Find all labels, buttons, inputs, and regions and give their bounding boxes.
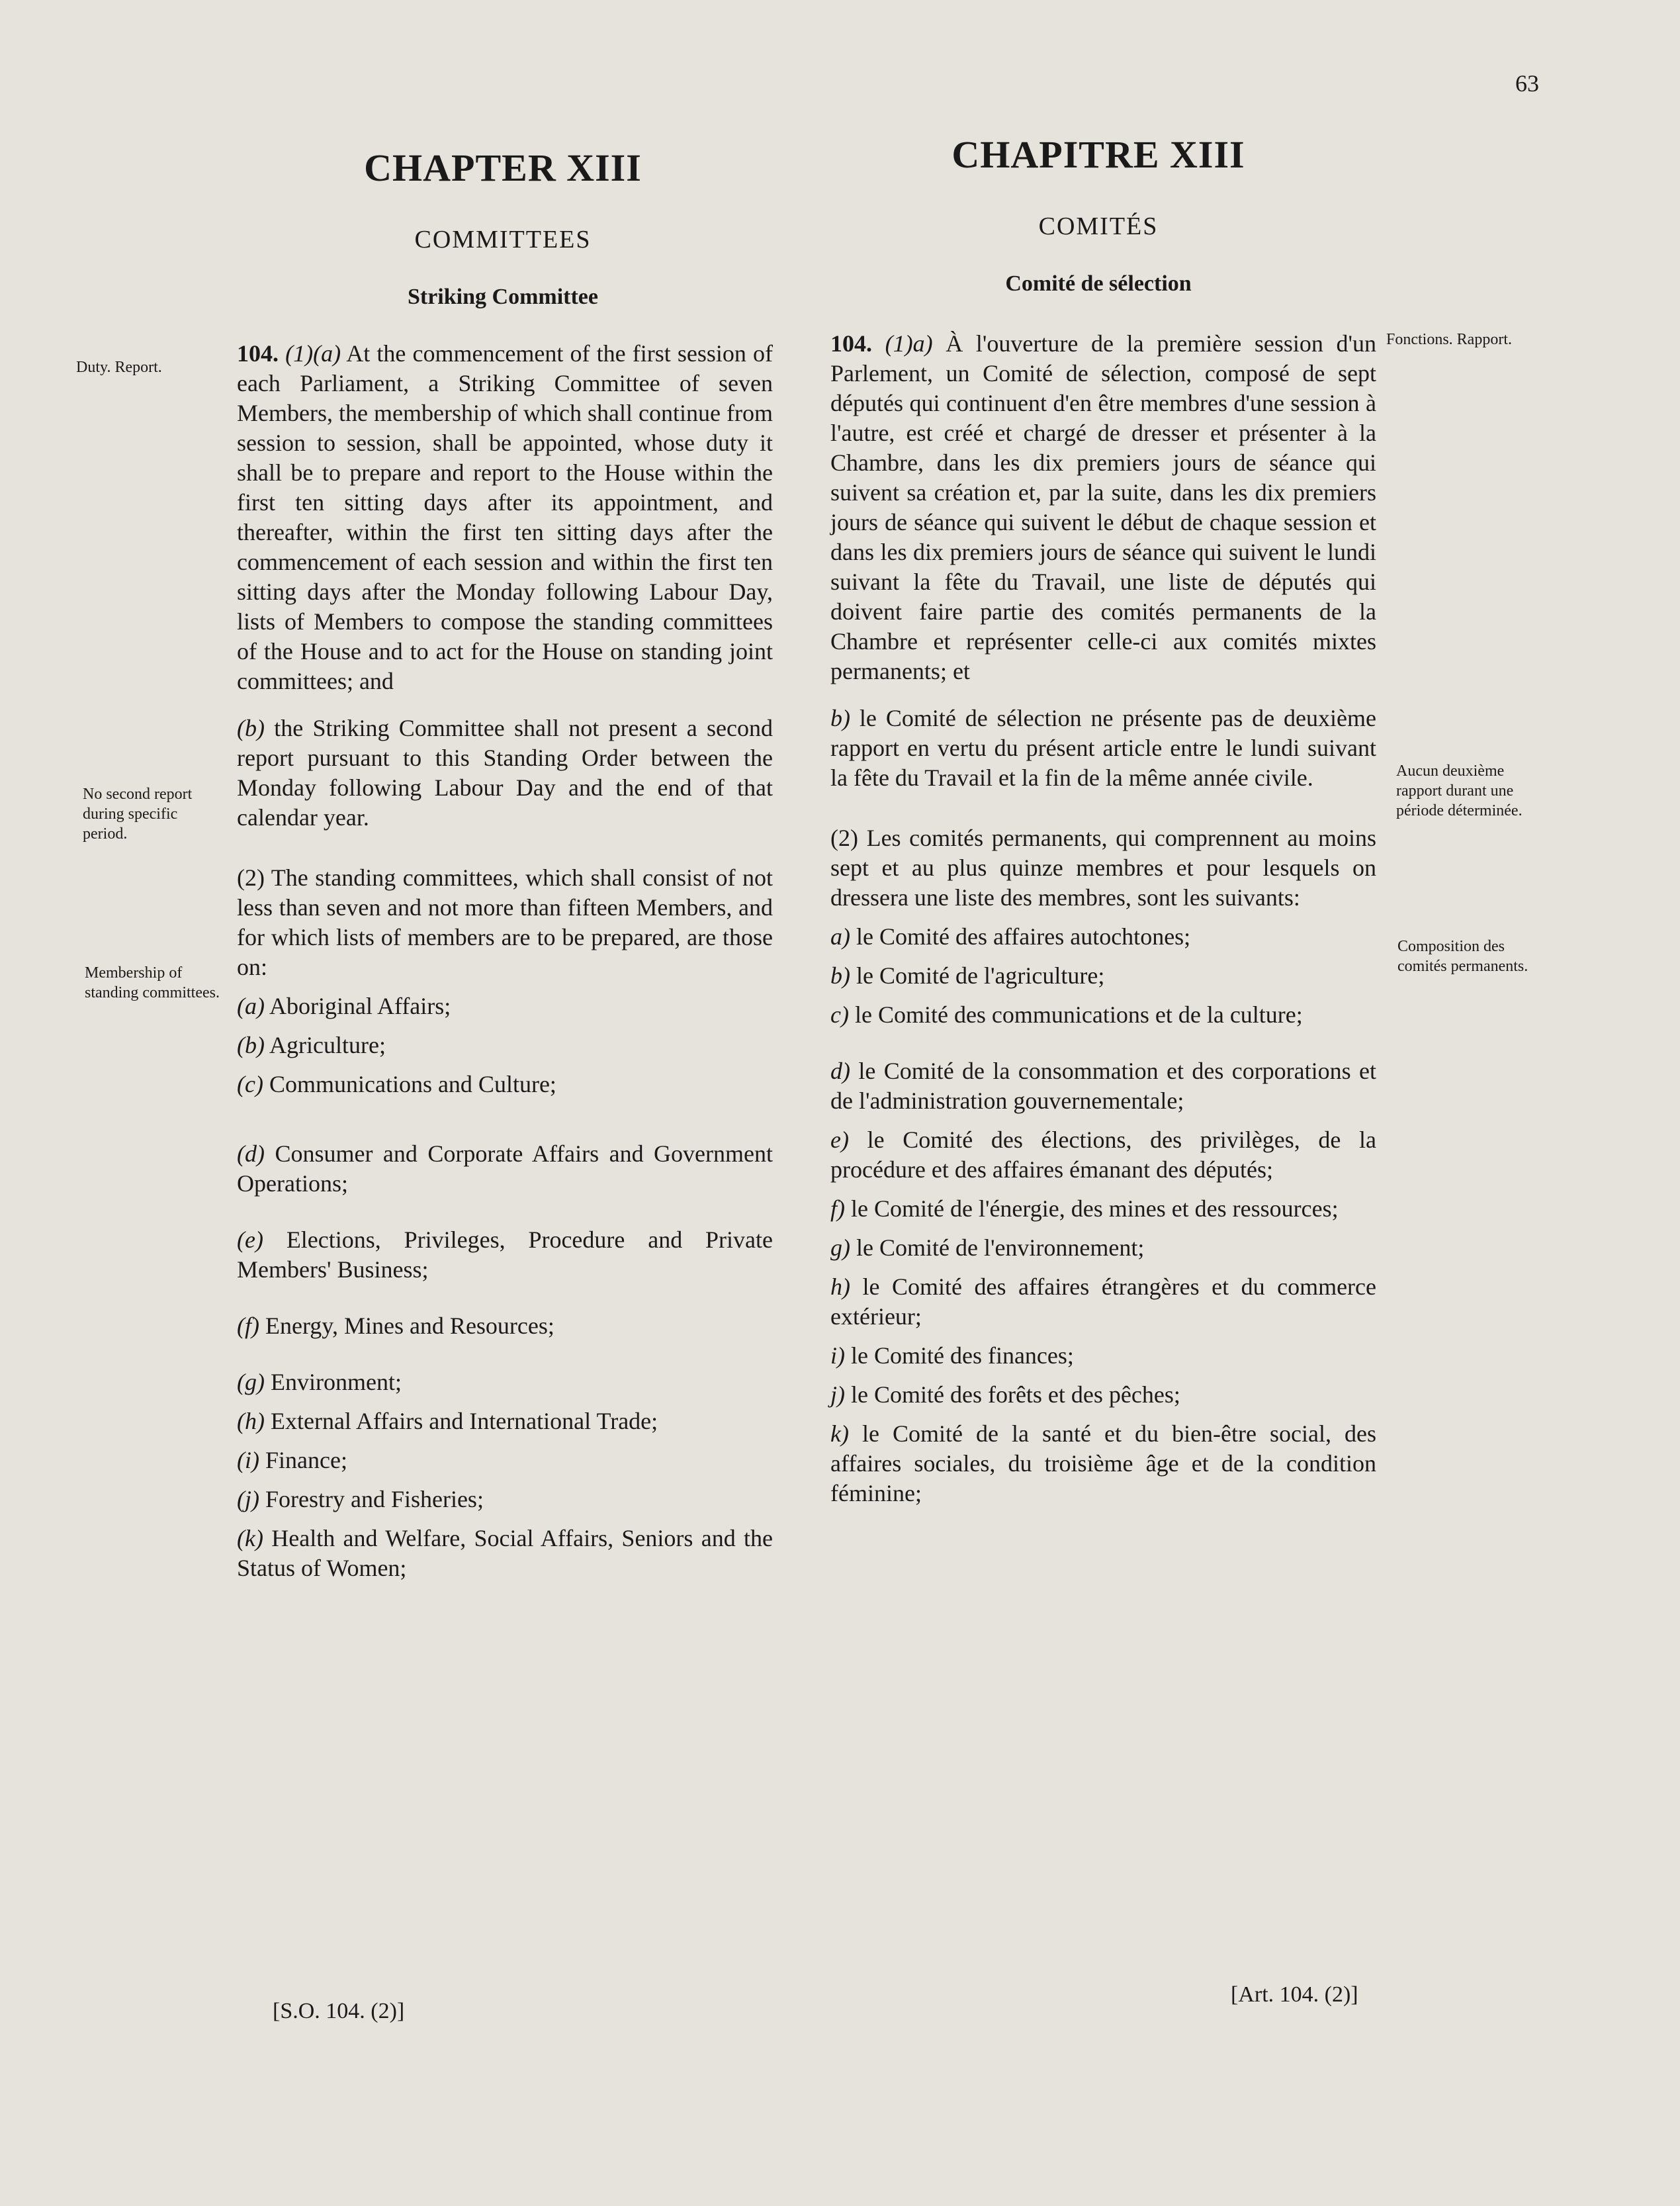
english-list-item: (h) External Affairs and International Trade;	[237, 1408, 658, 1434]
french-list-item: a) le Comité des affaires autochtones;	[830, 923, 1191, 950]
english-paragraph-1b	[237, 713, 773, 833]
french-list-item: g) le Comité de l'environnement;	[830, 1234, 1145, 1261]
english-footer-reference: [S.O. 104. (2)]	[273, 1999, 405, 2023]
french-list-item: c) le Comité des communications et de la culture;	[830, 1001, 1303, 1028]
english-list-item: (f) Energy, Mines and Resources;	[237, 1312, 554, 1339]
english-list-item: (c) Communications and Culture;	[237, 1071, 556, 1097]
french-margin-note-second-report: Aucun deuxième rapport durant une période déterminée.	[1396, 762, 1523, 819]
french-section-heading: Comité de sélection	[1005, 271, 1192, 296]
french-para1-number: 104.	[830, 330, 872, 357]
english-margin-note-duty: Duty. Report.	[76, 359, 162, 376]
french-paragraph-2: (2) Les comités permanents, qui comprennent au moins sept et au plus quinze membres et pour lesquels on dressera une liste des membres, sont les suivants:	[830, 825, 1376, 911]
french-committees-heading: COMITÉS	[1038, 212, 1159, 240]
english-list-item: (d) Consumer and Corporate Affairs and Government Operations;	[237, 1140, 773, 1197]
french-list-item: f) le Comité de l'énergie, des mines et des ressources;	[830, 1195, 1339, 1222]
french-paragraph-1b	[830, 704, 1376, 793]
english-list-item: (a) Aboriginal Affairs;	[237, 993, 451, 1019]
english-list-item: (g) Environment;	[237, 1369, 402, 1395]
english-list-item: (i) Finance;	[237, 1447, 347, 1473]
french-para1-sub: (1)a)	[885, 330, 933, 357]
english-para1-number: 104.	[237, 340, 279, 367]
english-paragraph-1a	[237, 339, 773, 696]
english-list-item: (b) Agriculture;	[237, 1032, 386, 1058]
english-section-heading: Striking Committee	[407, 285, 598, 309]
english-margin-note-membership: Membership of standing committees.	[85, 964, 220, 1001]
english-list-item: (j) Forestry and Fisheries;	[237, 1486, 484, 1512]
english-para1b-sub: (b)	[237, 715, 265, 741]
french-list-item: b) le Comité de l'agriculture;	[830, 962, 1105, 989]
english-list-item: (e) Elections, Privileges, Procedure and Private Members' Business;	[237, 1226, 774, 1283]
french-margin-note-duty: Fonctions. Rapport.	[1386, 331, 1512, 348]
french-list-item: j) le Comité des forêts et des pêches;	[830, 1381, 1180, 1408]
page-number: 63	[1515, 70, 1539, 97]
english-paragraph-2: (2) The standing committees, which shall consist of not less than seven and not more than fifteen Members, and for which lists of members are to be prepared, are those on:	[237, 864, 773, 980]
english-para1-sub: (1)(a)	[285, 340, 341, 367]
english-committees-heading: COMMITTEES	[414, 226, 592, 253]
french-para1b-text: le Comité de sélection ne présente pas de deuxième rapport en vertu du présent article entre le lundi suivant la fête du Travail et la fin de la même année civile.	[830, 705, 1376, 791]
english-list-item: (k) Health and Welfare, Social Affairs, Seniors and the Status of Women;	[237, 1525, 773, 1581]
english-chapter-title: CHAPTER XIII	[364, 146, 642, 189]
english-margin-note-second-report: No second report during specific period.	[83, 786, 193, 843]
french-margin-note-composition: Composition des comités permanents.	[1397, 938, 1528, 975]
french-list-item: i) le Comité des finances;	[830, 1342, 1074, 1369]
french-list-item: h) le Comité des affaires étrangères et du commerce extérieur;	[830, 1273, 1377, 1330]
french-chapter-title: CHAPITRE XIII	[951, 133, 1245, 176]
french-para1-text: À l'ouverture de la première session d'un Parlement, un Comité de sélection, composé de sept députés qui continuent d'en être membres d'une session à l'autre, est créé et chargé de dresser et présenter à la Chambre, dans les dix premiers jours de séance qui suivent sa création et, par la suite, dans les dix premiers jours de séance qui suivent le début de chaque session et dans les dix premiers jours de séance qui suivent le lundi suivant la fête du Travail, une liste de députés qui doivent faire partie des comités permanents de la Chambre et représenter celle-ci aux comités mixtes permanents; et	[830, 330, 1376, 684]
french-column	[830, 329, 1376, 1518]
english-para1b-text: the Striking Committee shall not present a second report pursuant to this Standing Order between the Monday following Labour Day and the end of that calendar year.	[237, 715, 774, 831]
french-paragraph-1a	[830, 329, 1376, 686]
french-list-item: k) le Comité de la santé et du bien-être social, des affaires sociales, du troisième âge et de la condition féminine;	[830, 1420, 1376, 1506]
french-list-item: d) le Comité de la consommation et des corporations et de l'administration gouvernementale;	[830, 1058, 1376, 1114]
french-footer-reference: [Art. 104. (2)]	[1231, 1982, 1358, 2007]
french-para1b-sub: b)	[830, 705, 850, 731]
english-para1-text: At the commencement of the first session of each Parliament, a Striking Committee of seven Members, the membership of which shall continue from session to session, shall be appointed, whose duty it shall be to prepare and report to the House within the first ten sitting days after its appointment, and thereafter, within the first ten sitting days after the commencement of each session and within the first ten sitting days after the Monday following Labour Day, lists of Members to compose the standing committees of the House and to act for the House on standing joint committees; and	[237, 340, 774, 694]
english-column	[237, 339, 773, 1592]
french-list-item: e) le Comité des élections, des privilèges, de la procédure et des affaires émanant des députés;	[830, 1126, 1377, 1183]
